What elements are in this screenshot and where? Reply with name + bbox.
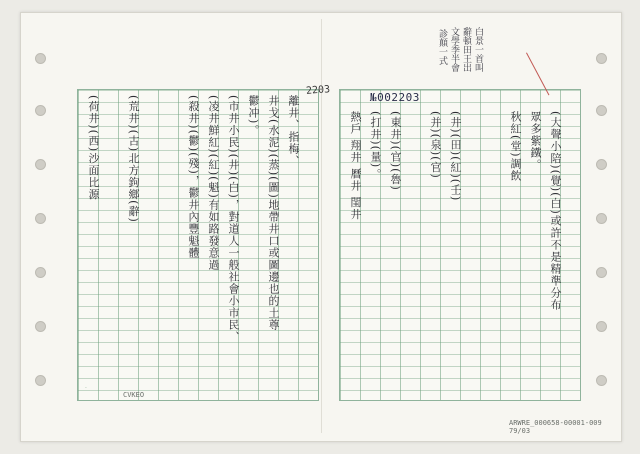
- punch-hole: [596, 53, 607, 64]
- red-annotation-mark: [526, 42, 569, 95]
- center-fold: [321, 19, 322, 433]
- punch-hole: [35, 213, 46, 224]
- left-column: (荷井)(西)沙面比源: [87, 95, 100, 201]
- right-column: (大聲小陪)(覺)(白)或許不是精準分布: [549, 111, 562, 311]
- right-column: (東井)(官)(魯): [389, 111, 402, 191]
- top-note: 白景一首叫: [473, 27, 483, 72]
- page-number: 2203: [305, 84, 331, 97]
- right-column: (打井)(量)。: [369, 111, 382, 181]
- right-column: 秋紅(堂)調飲: [509, 111, 522, 182]
- right-column: 眾多紫鐵。: [529, 111, 542, 171]
- footer-left-code: CVKEO: [123, 391, 145, 399]
- manuscript-sheet: [20, 12, 622, 442]
- top-note: 辭頓田王出: [461, 27, 471, 72]
- punch-hole: [35, 159, 46, 170]
- left-column: 鬱冲)。: [247, 95, 260, 137]
- top-note: 文學季半會: [449, 27, 459, 72]
- archive-reference: ARWRE_000658-00001-009 79/03: [509, 419, 602, 435]
- left-column: (荒井)(古)北方鉤鄉(辭): [127, 95, 140, 223]
- punch-hole: [35, 321, 46, 332]
- right-column: 熱戶 翔井 曆井 閨井: [349, 111, 362, 221]
- left-column: (殺井)(鬱)(殘)，鬱井內豐魁體: [187, 95, 200, 259]
- manuscript-number: №002203: [370, 91, 420, 104]
- punch-hole: [596, 321, 607, 332]
- punch-hole: [596, 105, 607, 116]
- punch-hole: [596, 375, 607, 386]
- left-column: (凌井鮮紅)(紅)(魁)有如路發意過: [207, 95, 220, 271]
- grid-print-mark: ·: [85, 385, 87, 392]
- punch-hole: [35, 375, 46, 386]
- left-column: (市井小民)(井)(白)，對道人一般社會小市民、: [227, 95, 240, 343]
- top-note: 診顛一式: [437, 29, 447, 65]
- punch-hole: [35, 105, 46, 116]
- punch-hole: [596, 213, 607, 224]
- punch-hole: [35, 53, 46, 64]
- left-column: 離井、指梅、: [287, 95, 300, 167]
- left-column: 井戈(水泥)(蒸)(圖)地帶井口或圖邊也的土尊: [267, 95, 280, 331]
- right-column: (井)(田)(紅)(壬): [449, 111, 462, 202]
- punch-hole: [35, 267, 46, 278]
- punch-hole: [596, 267, 607, 278]
- right-column: (并)(泉)(官): [429, 111, 442, 179]
- punch-hole: [596, 159, 607, 170]
